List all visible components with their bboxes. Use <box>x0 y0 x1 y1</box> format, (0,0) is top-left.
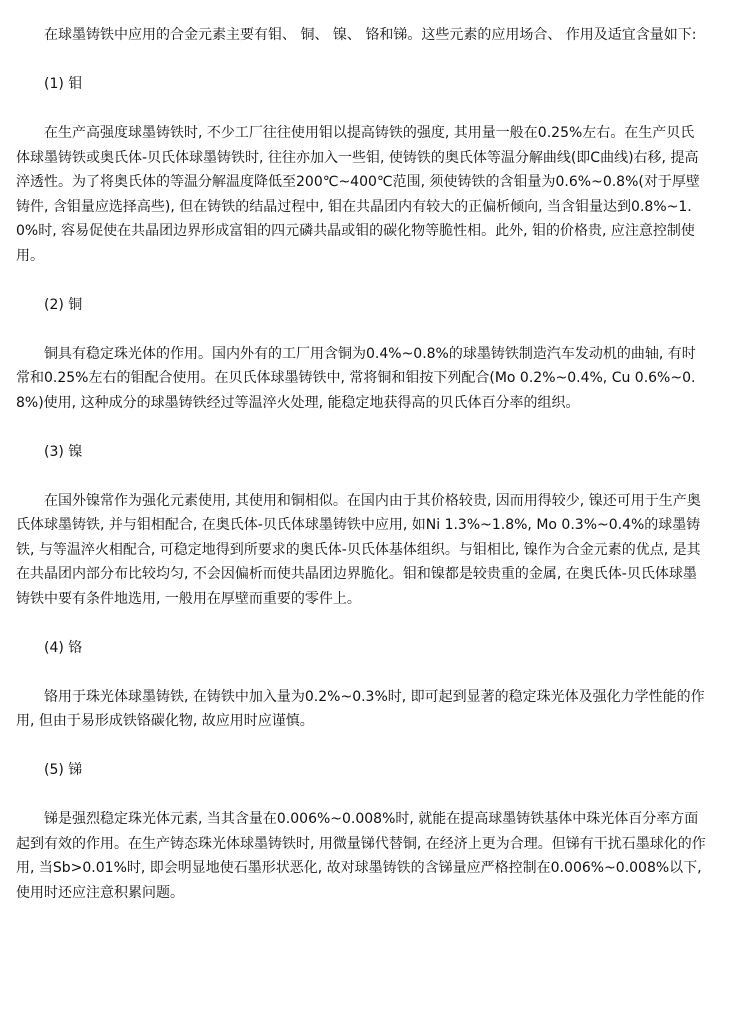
section-heading-antimony: (5) 锑 <box>44 762 83 778</box>
section-body-copper: 铜具有稳定珠光体的作用。国内外有的工厂用含铜为0.4%~0.8%的球墨铸铁制造汽车发动机的曲轴, 有时常和0.25%左右的钼配合使用。在贝氏体球墨铸铁中, 常将铜和钼按下列配合(Mo 0.2%~0.4%, Cu 0.6%~0.8%)使用, 这种成分的球墨铸铁经过等温淬火处理, 能稳定地获得高的贝氏体百分率的组织。 <box>16 345 696 411</box>
section-heading-nickel: (3) 镍 <box>44 443 83 460</box>
section-heading-molybdenum: (1) 钼 <box>44 76 83 92</box>
section-heading-copper: (2) 铜 <box>44 296 83 313</box>
section-body-chromium: 铬用于珠光体球墨铸铁, 在铸铁中加入量为0.2%~0.3%时, 即可起到显著的稳定珠光体及强化力学性能的作用, 但由于易形成铁铬碳化物, 故应用时应谨慎。 <box>16 688 705 729</box>
section-body-antimony: 锑是强烈稳定珠光体元素, 当其含量在0.006%~0.008%时, 就能在提高球墨铸铁基体中珠光体百分率方面起到有效的作用。在生产铸态珠光体球墨铸铁时, 用微量锑代替铜, 在经济上更为合理。但锑有干扰石墨球化的作用, 当Sb>0.01%时, 即会明显地使石墨形状恶化, 故对球墨铸铁的含锑量应严格控制在0.006%~0.008%以下, 使用时还应注意积累问题。 <box>16 811 706 901</box>
section-heading-chromium: (4) 铬 <box>44 639 83 656</box>
intro-paragraph: 在球墨铸铁中应用的合金元素主要有钼、 铜、 镍、 铬和锑。这些元素的应用场合、 作用及适宜含量如下: <box>44 27 697 43</box>
section-body-nickel: 在国外镍常作为强化元素使用, 其使用和铜相似。在国内由于其价格较贵, 因而用得较少, 镍还可用于生产奥氏体球墨铸铁, 并与钼相配合, 在奥氏体-贝氏体球墨铸铁中应用, 如Ni 1.3%~1.8%, Mo 0.3%~0.4%的球墨铸铁, 与等温淬火相配合, 可稳定地得到所要求的奥氏体-贝氏体基体组织。与钼相比, 镍作为合金元素的优点, 是其在共晶团内部分布比较均匀, 不会因偏析而使共晶团边界脆化。钼和镍都是较贵重的金属, 在奥氏体-贝氏体球墨铸铁中要有条件地选用, 一般用在厚壁而重要的零件上。 <box>16 492 701 607</box>
section-body-molybdenum: 在生产高强度球墨铸铁时, 不少工厂往往使用钼以提高铸铁的强度, 其用量一般在0.25%左右。在生产贝氏体球墨铸铁或奥氏体-贝氏体球墨铸铁时, 往往亦加入一些钼, 使铸铁的奥氏体等温分解曲线(即C曲线)右移, 提高淬透性。为了将奥氏体的等温分解温度降低至200℃~400℃范围, 须使铸铁的含钼量为0.6%~0.8%(对于厚壁铸件, 含钼量应选择高些), 但在铸铁的结晶过程中, 钼在共晶团内有较大的正偏析倾向, 当含钼量达到0.8%~1.0%时, 容易促使在共晶团边界形成富钼的四元磷共晶或钼的碳化物等脆性相。此外, 钼的价格贵, 应注意控制使用。 <box>16 125 700 264</box>
